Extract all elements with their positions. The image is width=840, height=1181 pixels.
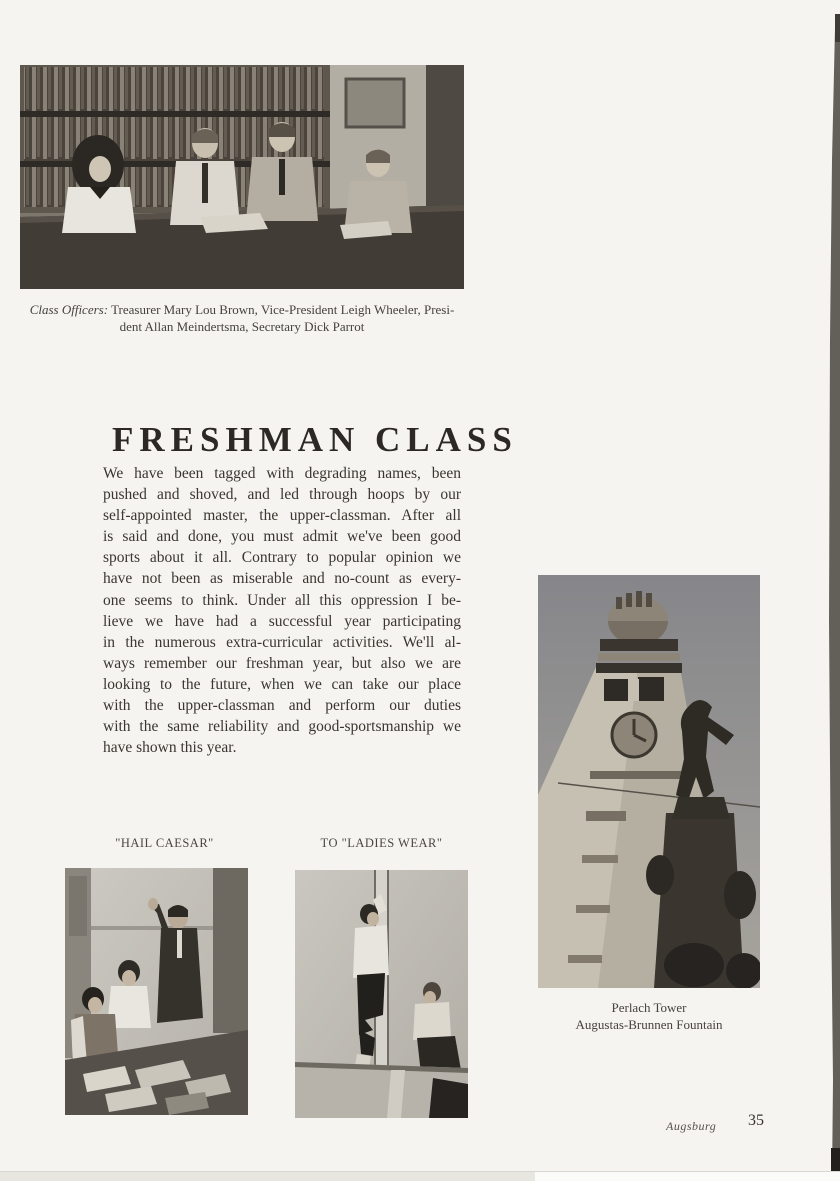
- article-body: [103, 463, 461, 758]
- article-line: with the same reliability and good-sportsmanship we: [103, 718, 461, 736]
- article-line: pushed and shoved, and led through hoops by our: [103, 486, 461, 504]
- article-line: in the numerous extra-curricular activities. We'll al-: [103, 633, 461, 651]
- article-line: with the upper-classman and perform our duties: [103, 697, 461, 715]
- class-officers-photo-art: [20, 65, 464, 289]
- caption-lead-in: Class Officers:: [29, 302, 109, 317]
- hail-caesar-photo-art: [65, 868, 248, 1115]
- class-officers-photo: [20, 65, 464, 289]
- page-number: 35: [748, 1112, 764, 1129]
- perlach-caption: [528, 999, 770, 1033]
- hail-caesar-photo: [65, 868, 248, 1115]
- publication-name: Augsburg: [666, 1119, 717, 1133]
- perlach-tower-photo-art: [538, 575, 760, 988]
- article-line: one seems to think. Under all this oppression I be-: [103, 591, 461, 609]
- article-line: We have been tagged with degrading names, been: [103, 465, 461, 482]
- article-line: self-appointed master, the upper-classman. After all: [103, 507, 461, 525]
- article-line: looking to the future, when we can take our place: [103, 675, 461, 693]
- article-line: sports about it all. Contrary to popular opinion we: [103, 549, 461, 567]
- scan-edge-shadow: [826, 0, 840, 1181]
- article-line: ways remember our freshman year, but also we are: [103, 654, 461, 672]
- article-line: have shown this year.: [103, 739, 237, 757]
- perlach-caption-line2: Augustas-Brunnen Fountain: [575, 1017, 723, 1032]
- hail-caesar-caption: "HAIL CAESAR": [115, 836, 214, 850]
- class-officers-caption-line2: dent Allan Meindertsma, Secretary Dick Parrot: [119, 319, 365, 334]
- article-line: have not been as miserable and no-count as every-: [103, 570, 461, 588]
- perlach-caption-line1: Perlach Tower: [611, 1000, 687, 1015]
- ladies-wear-caption: TO "LADIES WEAR": [320, 836, 443, 850]
- ladies-wear-photo: [295, 870, 468, 1118]
- perlach-tower-photo: [538, 575, 760, 988]
- article-line: lieve we have had a successful year participating: [103, 612, 461, 630]
- class-officers-caption: [28, 301, 456, 335]
- article-line: is said and done, you must admit we've been good: [103, 528, 461, 546]
- page-title: FRESHMAN CLASS: [112, 420, 518, 459]
- scanner-bed-strip: [0, 1171, 840, 1181]
- ladies-wear-photo-art: [295, 870, 468, 1118]
- class-officers-caption-line1: Class Officers: Treasurer Mary Lou Brown, Vice-President Leigh Wheeler, Presi-: [29, 302, 455, 317]
